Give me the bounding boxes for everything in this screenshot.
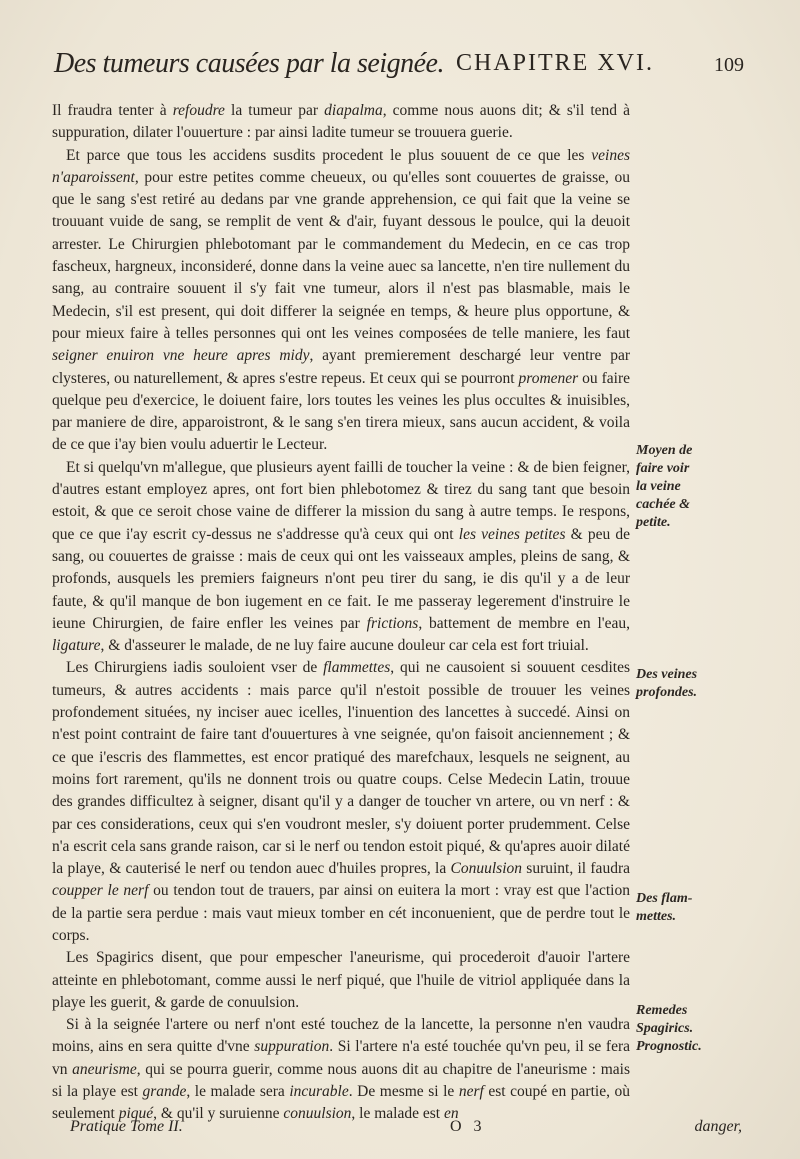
italic-run: suppuration (254, 1038, 330, 1056)
text-run: , comme nous auons dit; & s'il tend à suppuration, dilater l'ouuerture : par ainsi ladite tumeur se trouuera guerie. (52, 102, 630, 142)
margin-note-line: Des veines (636, 667, 698, 682)
italic-run: Conuulsion (450, 860, 522, 878)
paragraph-1 (52, 100, 630, 145)
text-run: , le malade sera (186, 1083, 290, 1101)
catchword: danger, (694, 1118, 742, 1135)
text-run: . De mesme si le (348, 1083, 459, 1101)
text-run: , qui se pourra guerir, comme nous auons dit au chapitre de l'aneurisme : mais si la playe est (52, 1060, 631, 1101)
text-run: Si à la seignée l'artere ou nerf n'ont esté touchez de la lancette, la personne n'en vaudra moins, ains en sera quitte d'vne (52, 1016, 630, 1056)
margin-note-line: la veine (636, 479, 681, 494)
text-run: Les Chirurgiens iadis souloient vser de (66, 659, 324, 677)
running-title: Des tumeurs causées par la seignée. (54, 48, 444, 79)
text-run: , battement de membre en l'eau, (418, 614, 630, 632)
margin-note-line: Remedes (636, 1003, 688, 1018)
italic-run: diapalma (324, 102, 383, 119)
italic-run: grande (142, 1083, 187, 1101)
italic-run: aneurisme (72, 1060, 137, 1078)
text-run: , le malade est (351, 1105, 444, 1123)
italic-run: nerf (458, 1083, 484, 1101)
page-header (54, 44, 744, 92)
margin-note-flammettes (636, 890, 746, 926)
volume-label: Pratique Tome II. (70, 1118, 183, 1135)
italic-run: incurable (289, 1083, 349, 1101)
text-run: . Si l'artere n'a esté touchée qu'vn peu, il se fera vn (52, 1038, 630, 1078)
text-run: , ayant premierement deschargé leur ventre par clysteres, ou naturellement, & apres s'estre repeus. Et ceux qui se pourront (52, 347, 630, 387)
chapter-heading: CHAPITRE XVI. (456, 50, 654, 76)
margin-note-deep-veins (636, 666, 746, 702)
margin-note-line: Spagirics. (636, 1021, 694, 1036)
body-text (52, 100, 630, 1126)
margin-note-spagiric-remedies (636, 1002, 746, 1056)
text-run: , qui ne causoient si souuent cesdites tumeurs, & autres accidents : mais parce qu'il n'estoit possible de trouuer les veines profondement situées, ny inciser auec icelles, l'inuention des lancettes à succedé. Ainsi on n'est point contraint de faire tant d'ouuertures à vne seignée, qu'on faisoit anciennement ; & ce que i'escris des flammettes, est encor pratiqué des marefchaux, lesquels ne seignent, au moins fort rarement, qu'ils ne donnent trois ou quatre coups. Celse Medecin Latin, trouue des grandes difficultez à seigner, disant qu'il y a danger de toucher vn artere, ou vn nerf : & par ces considerations, ceux qui s'en voudront mesler, s'y doiuent porter prudemment. Celse n'a escrit cela sans grande raison, car si le nerf ou tendon estoit piqué, & qu'apres auoir dilaté la playe, & cauterisé le nerf ou tendon auec d'huiles propres, la (52, 659, 630, 878)
margin-note-hidden-vein (636, 442, 746, 532)
italic-run: veines n'aparoissent (52, 146, 630, 186)
margin-note-line: petite. (636, 515, 671, 530)
italic-run: en (443, 1105, 459, 1123)
page-number: 109 (714, 54, 744, 76)
paragraph-2 (52, 145, 630, 457)
italic-run: seigner enuiron vne heure apres midy (52, 347, 310, 365)
text-run: ou tendon tout de trauers, par ainsi on euitera la mort : vray est que l'action de la partie sera perdue : mais vaut mieux tomber en cét inconuenient, que de perdre tout le corps. (52, 882, 630, 944)
italic-run: conuulsion (283, 1105, 352, 1123)
text-run: , & d'asseurer le malade, de ne luy faire aucune douleur car cela est fort triuial. (100, 637, 589, 655)
text-run: & peu de sang, ou couuertes de graisse : mais de ceux qui ont les vaisseaux amples, pleins de sang, & profonds, ausquels les premiers faigneurs n'ont peu tirer du sang, ie dis qu'il y a de leur faute, & qu'il manque de bon iugement en ce fait. Ie me passeray legerement d'instruire le ieune Chirurgien, de faire enfler les veines par (52, 525, 631, 632)
italic-run: frictions (366, 614, 419, 632)
text-run: Et parce que tous les accidens susdits procedent le plus souuent de ce que les (66, 146, 592, 164)
margin-note-line: Des flam- (636, 891, 693, 906)
text-run: Il fraudra tenter à (52, 102, 173, 119)
text-run: ou faire quelque peu d'exercice, le doiuent faire, lors toutes les veines les plus occultes & inuisibles, par maniere de dire, apparoistront, & le sang s'en tirera mieux, sans aucun accident, & voila de ce que i'ay bien voulu aduertir le Lecteur. (52, 369, 630, 454)
margin-note-line: mettes. (636, 909, 677, 924)
page-footer (52, 1118, 742, 1144)
signature-mark: O 3 (450, 1118, 486, 1135)
text-run: Les Spagirics disent, que pour empescher l'aneurisme, qui procederoit d'auoir l'artere atteinte en phlebotomant, comme aussi le nerf piqué, que l'huile de vitriol appliquée dans la playe les guerit, & garde de conuulsion. (52, 949, 630, 1011)
text-run: , pour estre petites comme cheueux, ou qu'elles sont couuertes de graisse, ou que le sang s'est retiré au dedans par vne grande apprehension, ce qui fait que la veine se trouuant vuide de sang, se remplit de vent & d'air, fuyant dessous le poulce, qui la deuoit arrester. Le Chirurgien phlebotomant par le commandement du Medecin, en ce cas trop fascheux, hargneux, inconsideré, donne dans la veine auec sa lancette, n'en tire nullement du sang, au contraire souuent il s'y fait vne tumeur, alors il n'est pas blasmable, mais le Medecin, s'il est present, qui doit differer la seignée en temps, & heure plus opportune, & pour mieux faire à telles personnes qui ont les veines composées de telle maniere, les faut (52, 168, 630, 342)
paragraph-4 (52, 657, 630, 947)
italic-run: refoudre (172, 102, 225, 119)
paragraph-6 (52, 1014, 630, 1125)
margin-note-line: faire voir (636, 461, 690, 476)
text-run: suruint, il faudra (522, 860, 630, 878)
paragraph-5 (52, 947, 630, 1014)
italic-run: piqué (118, 1105, 154, 1123)
text-run: la tumeur par (224, 102, 325, 119)
text-run: , & qu'il y suruienne (153, 1105, 284, 1123)
margin-note-line: Prognostic. (636, 1039, 702, 1054)
italic-run: les veines petites (458, 525, 566, 543)
margin-note-line: profondes. (636, 685, 698, 700)
text-run: est coupé en partie, où seulement (52, 1083, 630, 1123)
italic-run: ligature (52, 637, 101, 655)
italic-run: flammettes (323, 659, 391, 677)
margin-note-line: cachée & (636, 497, 691, 512)
italic-run: coupper le nerf (52, 882, 149, 900)
margin-note-line: Moyen de (636, 443, 693, 458)
text-run: Et si quelqu'vn m'allegue, que plusieurs ayent failli de toucher la veine : & de bien feigner, d'autres estant employez apres, ont fort bien phlebotomez & tirez du sang tant que besoin estoit, & que ce seroit chose vaine de differer la mission du sang à autre temps. Ie respons, que ce que i'ay escrit cy-dessus ne s'addresse qu'à ceux qui ont (52, 458, 630, 543)
italic-run: promener (518, 369, 579, 387)
paragraph-3 (52, 457, 630, 658)
